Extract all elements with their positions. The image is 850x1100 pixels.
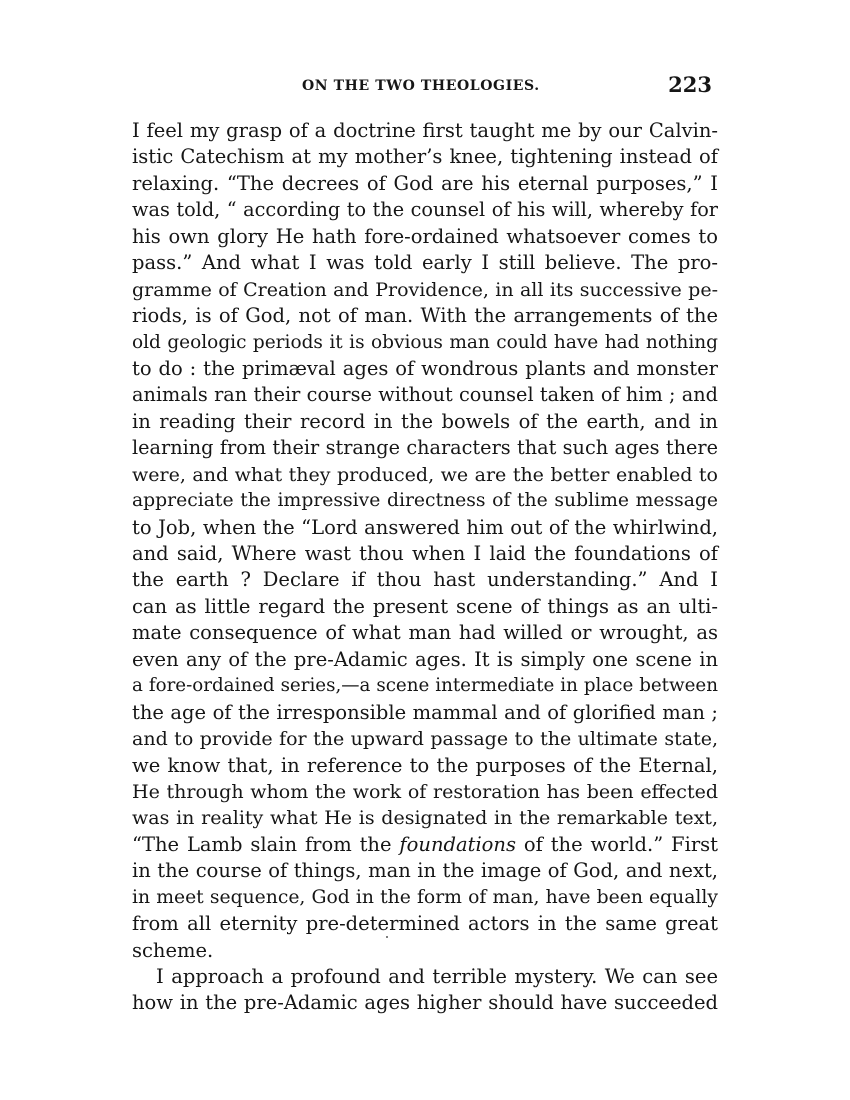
page-number: 223 xyxy=(668,72,712,97)
text-line: his own glory He hath fore-ordained whatsoever comes to xyxy=(132,224,718,248)
text-line: even any of the pre-Adamic ages. It is simply one scene in xyxy=(132,647,718,671)
text-line: how in the pre-Adamic ages higher should have succeeded xyxy=(132,991,718,1015)
text-line: in the course of things, man in the image of God, and next, xyxy=(132,859,718,883)
text-line: riods, is of God, not of man. With the arrangements of the xyxy=(132,304,718,328)
running-title: ON THE TWO THEOLOGIES. xyxy=(302,78,540,94)
text-line: were, and what they produced, we are the better enabled to xyxy=(132,463,718,486)
text-line: He through whom the work of restoration has been effected xyxy=(132,780,718,803)
italic-word: foundations xyxy=(399,832,516,856)
text-line: a fore-ordained series,—a scene intermediate in place between xyxy=(132,675,718,697)
text-line: was told, “ according to the counsel of his will, whereby for xyxy=(132,198,718,222)
text-line: in reading their record in the bowels of the earth, and in xyxy=(132,409,718,433)
text-line: in meet sequence, God in the form of man, have been equally xyxy=(132,886,718,908)
text-line: animals ran their course without counsel taken of him ; and xyxy=(132,383,718,407)
text-line: we know that, in reference to the purposes of the Eternal, xyxy=(132,753,718,777)
print-speck xyxy=(386,936,388,938)
paragraph-start-line: I approach a profound and terrible mystery. We can see xyxy=(156,965,718,988)
text-line: can as little regard the present scene of things as an ulti- xyxy=(132,594,718,618)
text-line: and said, Where wast thou when I laid the foundations of xyxy=(132,542,718,565)
text-line: the age of the irresponsible mammal and of glorified man ; xyxy=(132,700,718,724)
text-line: pass.” And what I was told early I still believe. The pro- xyxy=(132,251,718,275)
text-line: learning from their strange characters that such ages there xyxy=(132,436,718,460)
text-line: from all eternity pre-determined actors in the same great xyxy=(132,912,718,936)
text-line: appreciate the impressive directness of the sublime message xyxy=(132,490,718,512)
text-line: istic Catechism at my mother’s knee, tightening instead of xyxy=(132,145,718,169)
text-line: and to provide for the upward passage to the ultimate state, xyxy=(132,728,718,751)
text-line: was in reality what He is designated in the remarkable text, xyxy=(132,807,718,830)
page-header xyxy=(132,72,718,102)
text-line: gramme of Creation and Providence, in all its successive pe- xyxy=(132,278,718,301)
text-line xyxy=(132,832,718,858)
text-line: mate consequence of what man had willed or wrought, as xyxy=(132,621,718,645)
text-segment: of the world.” First xyxy=(515,832,718,856)
text-line: old geologic periods it is obvious man could have had nothing xyxy=(132,331,718,353)
body-text xyxy=(132,118,718,1017)
text-line: relaxing. “The decrees of God are his eternal purposes,” I xyxy=(132,171,718,195)
text-segment: “The Lamb slain from the xyxy=(132,832,400,856)
text-line: to do : the primæval ages of wondrous plants and monster xyxy=(132,356,718,380)
text-line: to Job, when the “Lord answered him out of the whirlwind, xyxy=(132,515,718,539)
text-line: I feel my grasp of a doctrine first taught me by our Calvin- xyxy=(132,119,718,142)
paragraph-end-line: scheme. xyxy=(132,938,214,962)
text-line: the earth ? Declare if thou hast understanding.” And I xyxy=(132,568,718,592)
